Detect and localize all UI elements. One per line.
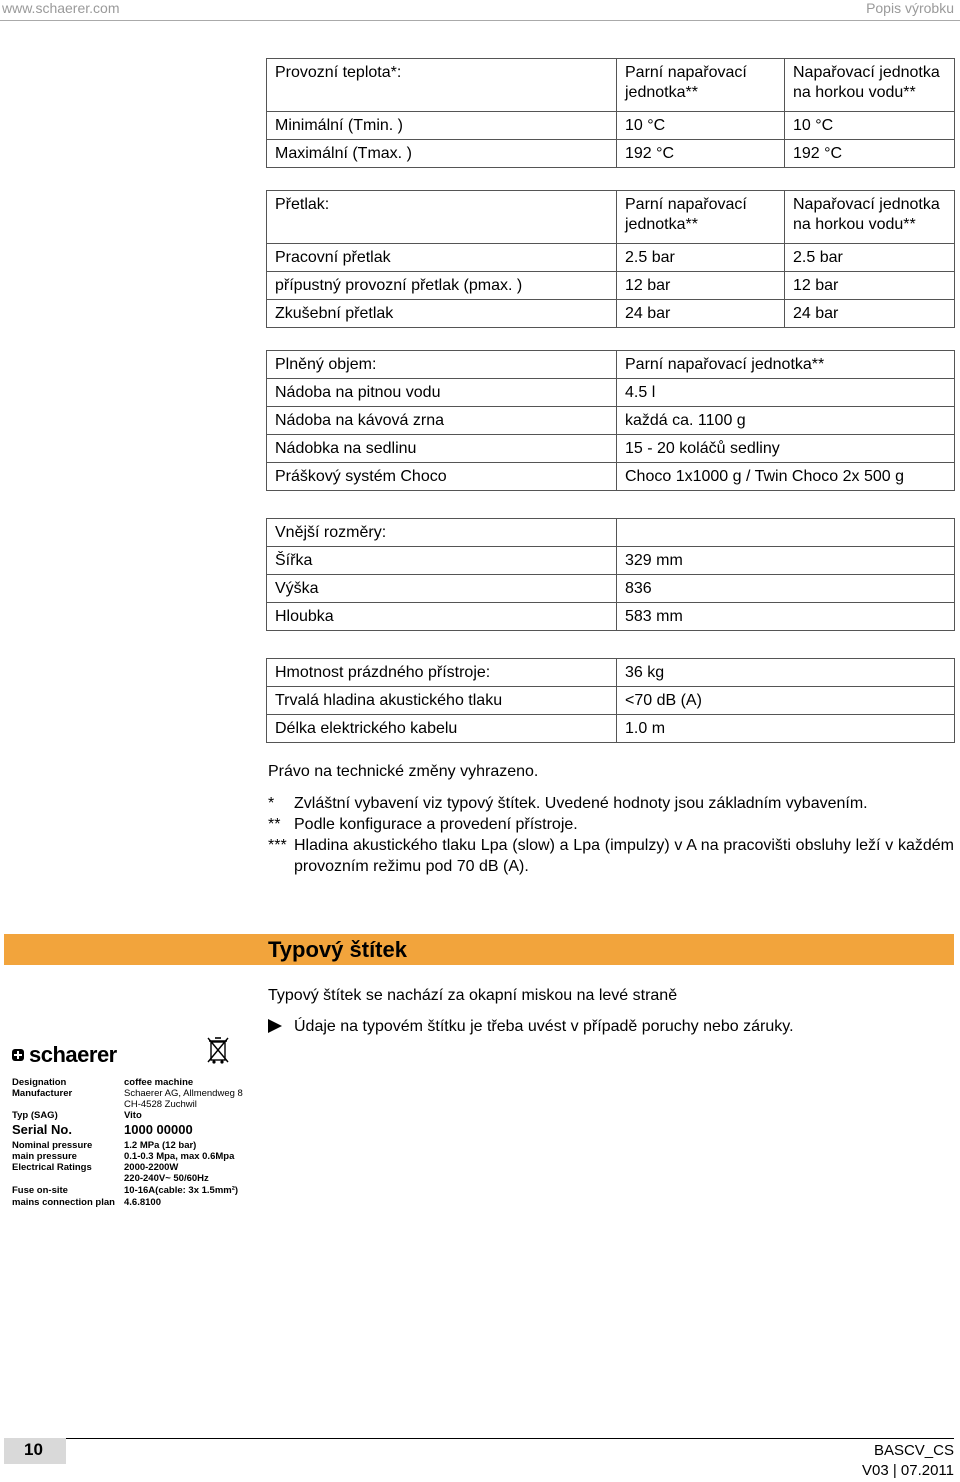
header-section: Popis výrobku xyxy=(866,0,954,16)
table-cell: Minimální (Tmin. ) xyxy=(267,112,617,140)
table-cell: Práškový systém Choco xyxy=(267,463,617,491)
misc-table xyxy=(266,658,955,743)
footnote-text: Zvláštní vybavení viz typový štítek. Uvedené hodnoty jsou základním vybavením. xyxy=(294,795,868,812)
plate-label-fuse: Fuse on-site xyxy=(12,1185,68,1196)
plate-label-main: main pressure xyxy=(12,1151,77,1162)
plate-value-main: 0.1-0.3 Mpa, max 0.6Mpa xyxy=(124,1151,235,1162)
table-cell: 12 bar xyxy=(785,272,955,300)
table-cell: Maximální (Tmax. ) xyxy=(267,140,617,168)
table-cell: Pracovní přetlak xyxy=(267,244,617,272)
footnote xyxy=(268,793,954,814)
plate-value-electrical-2: 220-240V~ 50/60Hz xyxy=(124,1173,209,1184)
table-row xyxy=(267,407,955,435)
footnote-text: Hladina akustického tlaku Lpa (slow) a Lpa (impulzy) v A na pracovišti obsluhy leží v každém provozním režimu pod 70 dB (A). xyxy=(294,837,954,875)
header-divider xyxy=(0,20,960,21)
table-header-cell: Napařovací jednotka na horkou vodu** xyxy=(785,191,955,244)
table-cell: 12 bar xyxy=(617,272,785,300)
plate-label-manufacturer: Manufacturer xyxy=(12,1088,73,1099)
table-header-cell: Přetlak: xyxy=(267,191,617,244)
table-cell: 10 °C xyxy=(617,112,785,140)
table-cell: 329 mm xyxy=(617,547,955,575)
table-cell: Délka elektrického kabelu xyxy=(267,715,617,743)
table-row xyxy=(267,575,955,603)
plate-label-designation: Designation xyxy=(12,1077,67,1088)
plate-value-electrical-1: 2000-2200W xyxy=(124,1162,179,1173)
table-row xyxy=(267,379,955,407)
temperature-table xyxy=(266,58,955,168)
arrow-right-icon xyxy=(268,1019,282,1033)
table-header-cell: Napařovací jednotka na horkou vodu** xyxy=(785,59,955,112)
table-row xyxy=(267,687,955,715)
section-heading-bar xyxy=(4,934,954,965)
plate-value-designation: coffee machine xyxy=(124,1077,194,1088)
plate-label-plan: mains connection plan xyxy=(12,1197,115,1208)
rights-note: Právo na technické změny vyhrazeno. xyxy=(268,763,539,780)
table-row xyxy=(267,272,955,300)
table-row xyxy=(267,715,955,743)
section-title: Typový štítek xyxy=(268,937,407,962)
table-cell: Nádoba na kávová zrna xyxy=(267,407,617,435)
table-row xyxy=(267,463,955,491)
table-cell: 15 - 20 koláčů sedliny xyxy=(617,435,955,463)
document-code: BASCV_CS xyxy=(873,1442,954,1459)
table-cell: Výška xyxy=(267,575,617,603)
table-cell: Zkušební přetlak xyxy=(267,300,617,328)
plate-label-nominal: Nominal pressure xyxy=(12,1140,93,1151)
table-row xyxy=(267,59,955,112)
instruction-item xyxy=(268,1017,794,1037)
table-cell: 192 °C xyxy=(617,140,785,168)
schaerer-logo: schaerer xyxy=(12,1042,117,1068)
table-row xyxy=(267,112,955,140)
table-cell: 1.0 m xyxy=(617,715,955,743)
table-cell: 4.5 l xyxy=(617,379,955,407)
volume-table xyxy=(266,350,955,491)
footnote xyxy=(268,814,954,835)
table-row xyxy=(267,351,955,379)
table-row xyxy=(267,435,955,463)
dimensions-table xyxy=(266,518,955,631)
document-version: V03 | 07.2011 xyxy=(861,1462,954,1479)
table-cell: Hmotnost prázdného přístroje: xyxy=(267,659,617,687)
pressure-table xyxy=(266,190,955,328)
table-cell: každá ca. 1100 g xyxy=(617,407,955,435)
table-row xyxy=(267,244,955,272)
footnote-text: Podle konfigurace a provedení přístroje. xyxy=(294,816,578,833)
plate-label-serial: Serial No. xyxy=(12,1122,72,1137)
table-header-cell: Vnější rozměry: xyxy=(267,519,617,547)
table-row xyxy=(267,191,955,244)
table-cell: přípustný provozní přetlak (pmax. ) xyxy=(267,272,617,300)
table-cell: <70 dB (A) xyxy=(617,687,955,715)
table-header-cell: Provozní teplota*: xyxy=(267,59,617,112)
table-cell: 2.5 bar xyxy=(785,244,955,272)
table-row xyxy=(267,659,955,687)
cross-square-icon xyxy=(12,1049,24,1061)
table-cell: 10 °C xyxy=(785,112,955,140)
table-header-cell: Parní napařovací jednotka** xyxy=(617,59,785,112)
table-header-cell xyxy=(617,519,955,547)
footnote-mark: ** xyxy=(268,816,281,833)
table-cell: Hloubka xyxy=(267,603,617,631)
table-row xyxy=(267,603,955,631)
table-cell: 2.5 bar xyxy=(617,244,785,272)
footnote xyxy=(268,835,954,877)
instruction-text: Údaje na typovém štítku je třeba uvést v případě poruchy nebo záruky. xyxy=(294,1018,794,1035)
table-cell: Choco 1x1000 g / Twin Choco 2x 500 g xyxy=(617,463,955,491)
table-row xyxy=(267,519,955,547)
plate-value-fuse: 10-16A(cable: 3x 1.5mm²) xyxy=(124,1185,239,1196)
table-cell: 836 xyxy=(617,575,955,603)
plate-value-manufacturer-2: CH-4528 Zuchwil xyxy=(124,1099,197,1110)
header-website[interactable]: www.schaerer.com xyxy=(2,0,120,16)
table-cell: 583 mm xyxy=(617,603,955,631)
plate-value-nominal: 1.2 MPa (12 bar) xyxy=(124,1140,197,1151)
section-intro: Typový štítek se nachází za okapní miskou na levé straně xyxy=(268,987,678,1004)
footnote-mark: * xyxy=(268,795,275,812)
crossed-bin-icon xyxy=(206,1034,230,1066)
table-cell: 24 bar xyxy=(617,300,785,328)
table-cell: 192 °C xyxy=(785,140,955,168)
plate-value-typ: Vito xyxy=(124,1110,142,1121)
table-row xyxy=(267,300,955,328)
table-header-cell: Parní napařovací jednotka** xyxy=(617,191,785,244)
plate-value-manufacturer-1: Schaerer AG, Allmendweg 8 xyxy=(124,1088,243,1099)
plate-label-typ: Typ (SAG) xyxy=(12,1110,58,1121)
table-header-cell: Plněný objem: xyxy=(267,351,617,379)
type-plate-image xyxy=(10,1032,245,1222)
footnote-mark: *** xyxy=(268,837,287,854)
table-cell: Šířka xyxy=(267,547,617,575)
footer-divider xyxy=(66,1438,954,1439)
table-cell: Nádobka na sedlinu xyxy=(267,435,617,463)
table-cell: Trvalá hladina akustického tlaku xyxy=(267,687,617,715)
table-cell: 24 bar xyxy=(785,300,955,328)
table-row xyxy=(267,140,955,168)
plate-label-electrical: Electrical Ratings xyxy=(12,1162,92,1173)
plate-value-serial: 1000 00000 xyxy=(124,1122,193,1137)
table-cell: Nádoba na pitnou vodu xyxy=(267,379,617,407)
table-row xyxy=(267,547,955,575)
table-cell: 36 kg xyxy=(617,659,955,687)
table-header-cell: Parní napařovací jednotka** xyxy=(617,351,955,379)
plate-value-plan: 4.6.8100 xyxy=(124,1197,161,1208)
page-number: 10 xyxy=(24,1440,43,1459)
